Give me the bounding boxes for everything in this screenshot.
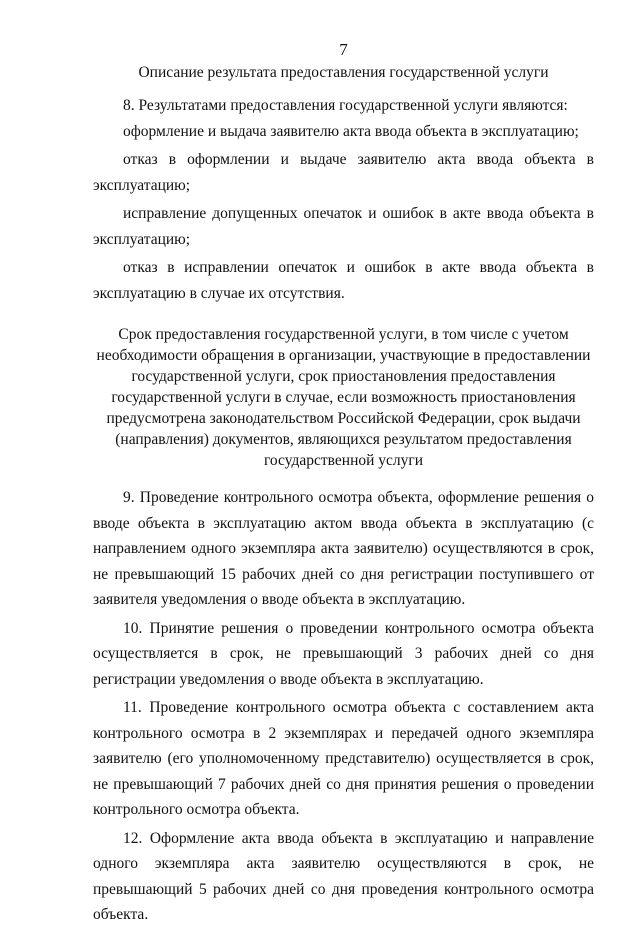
section-heading-result: Описание результата предоставления государственной услуги [138, 64, 549, 81]
heading-line: государственной услуги [263, 452, 424, 469]
paragraph-8-intro: 8. Результатами предоставления государственной услуги являются: [123, 97, 568, 114]
section-heading-deadlines [93, 324, 594, 471]
paragraph-11: 11. Проведение контрольного осмотра объекта с составлением акта контрольного осмотра в 2 экземплярах и передачей одного экземпляра заявителю (его уполномоченному представителю) осуществляется в срок, не превышающий 7 рабочих дней со дня принятия решения о проведении контрольного осмотра объекта. [93, 699, 594, 818]
result-item: отказ в оформлении и выдаче заявителю акта ввода объекта в эксплуатацию; [93, 151, 594, 194]
paragraph-10: 10. Принятие решения о проведении контрольного осмотра объекта осуществляется в срок, не превышающий 3 рабочих дней со дня регистрации уведомления о вводе объекта в эксплуатацию. [93, 619, 594, 688]
heading-line: государственной услуги, срок приостановления предоставления [131, 368, 556, 385]
heading-line: (направления) документов, являющихся результатом предоставления [115, 431, 572, 448]
deadline-paragraphs [93, 485, 594, 928]
heading-line: предусмотрена законодательством Российской Федерации, срок выдачи [106, 410, 581, 427]
page-number: 7 [339, 40, 348, 59]
result-item: исправление допущенных опечаток и ошибок в акте ввода объекта в эксплуатацию; [93, 205, 594, 248]
result-list [93, 93, 594, 306]
result-item: оформление и выдача заявителю акта ввода объекта в эксплуатацию; [123, 122, 579, 140]
heading-line: государственной услуги в случае, если возможность приостановления [111, 389, 576, 406]
heading-line: Срок предоставления государственной услуги, в том числе с учетом [118, 326, 569, 343]
paragraph-12: 12. Оформление акта ввода объекта в эксплуатацию и направление одного экземпляра акта заявителю осуществляются в срок, не превышающий 5 рабочих дней со дня проведения контрольного осмотра объекта. [93, 829, 594, 923]
heading-line: необходимости обращения в организации, участвующие в предоставлении [96, 347, 591, 364]
paragraph-9: 9. Проведение контрольного осмотра объекта, оформление решения о вводе объекта в эксплуатацию актом ввода объекта в эксплуатацию (с направлением одного экземпляра акта заявителю) осуществляются в срок, не превышающий 15 рабочих дней со дня регистрации поступившего от заявителя уведомления о вводе объекта в эксплуатацию. [93, 489, 594, 608]
result-item: отказ в исправлении опечаток и ошибок в акте ввода объекта в эксплуатацию в случае их отсутствия. [93, 259, 594, 302]
